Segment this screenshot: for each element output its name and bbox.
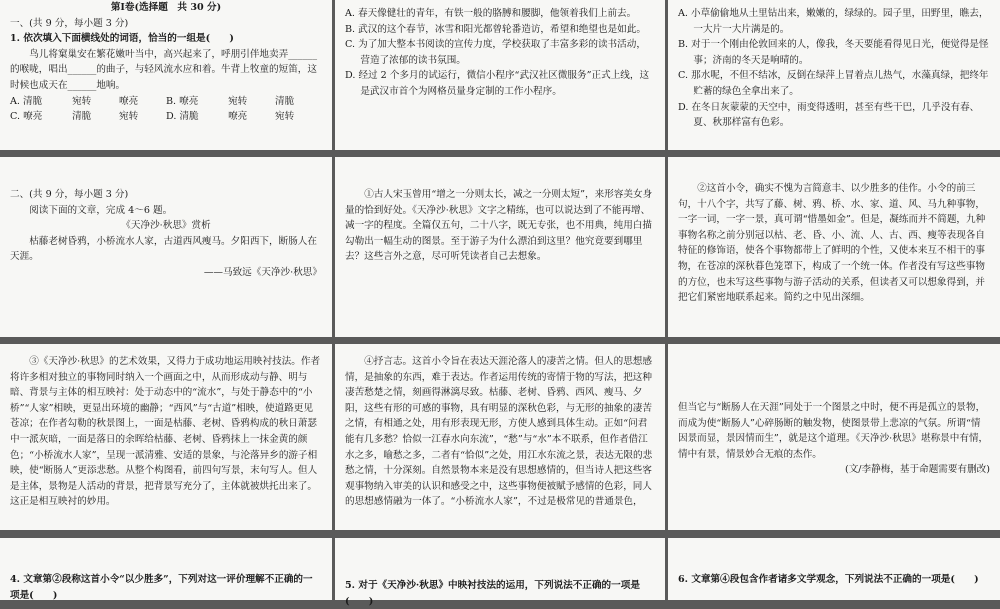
panel-question-2 [335,0,665,150]
panel-paragraph-1 [335,157,665,337]
option-word: 嘹亮 [119,95,139,107]
paragraph-4-continued: 但当它与“断肠人在天涯”同处于一个图景之中时，便不再是孤立的景物，而成为使“断肠人”心碎肠断的触发物，使图景带上悲凉的气氛。所谓“情因景而显，景因情而生”，就是这个道理。《天净沙·秋思》堪称景中有情，情中有景，情景妙合无痕的杰作。 [678,402,989,460]
panel-paragraph-4-cont [668,344,1000,530]
option-word: 宛转 [119,111,139,123]
section-heading: 一、(共 9 分，每小题 3 分) [10,17,129,29]
question-2-option-b: B. 武汉的这个春节，冰雪和阳光都曾轮番造访，希望和绝望也是如此。 [345,23,646,35]
reading-intro: 阅读下面的文章，完成 4～6 题。 [29,204,173,216]
poem-text: 枯藤老树昏鸦，小桥流水人家，古道西风瘦马。夕阳西下，断肠人在天涯。 [10,235,317,263]
paragraph-4: ④抒言志。这首小令旨在表达天涯沦落人的凄苦之情。但人的思想感情，是抽象的东西，难于表达。作者运用传统的寄情于物的写法，把这种凄苦愁楚之情，刻画得淋漓尽致。枯藤、老树、昏鸦、西风、瘦马、夕阳，这些有形的可感的事物，具有明显的深秋色彩，与无形的抽象的凄苦之情，有相通之处，用有形表现无形，方使人感到具体生动。正如“问君能有几多愁？恰似一江春水向东流”，“愁”与“水”本不联系，但作者借江水之多，喻愁之多，二者有“恰似”之处，用江水东流之景，表达无限的悲愁之情，十分深刻。自然景物本来是没有思想感情的，但当诗人把这些客观事物纳入审美的认识和感受之中，这些事物便被赋予感情的色彩，同人的思想感情融为一体了。“小桥流水人家”，不过是极常见的普通景色， [345,356,653,508]
option-word: 清脆 [72,111,92,123]
question-6-stem: 6. 文章第④段包含作者诸多文学观念，下列说法不正确的一项是( ) [678,574,979,585]
option-word: 清脆 [275,95,295,107]
option-word: 嘹亮 [228,111,248,123]
panel-paragraph-4 [335,344,665,530]
paragraph-2: ②这首小令，确实不愧为言简意丰、以少胜多的佳作。小令的前三句，十八个字，共写了藤、树、鸦、桥、水、家、道、风、马九种事物，一字一词，一字一景，真可谓“惜墨如金”。但是，凝练而并不简题，九种事物名称之前分别冠以枯、老、昏、小、流、人、古、西、瘦等表现各自特征的修饰语，使各个事物都带上了鲜明的个性，又使本来互不相干的事物，在苍凉的深秋暮色笼罩下，构成了一个统一体。作者没有写这些事物的方位，也未写这些事物与游子活动的关系，但读者又可以想象得到，并把它们紧密地联系起来。简约之中见出深细。 [678,183,986,304]
option-word: 宛转 [228,95,248,107]
question-2-option-a: A. 春天像健壮的青年，有铁一般的胳膊和腰脚，他领着我们上前去。 [345,8,637,19]
panel-question-6 [668,538,1000,600]
question-2-option-d: D. 经过 2 个多月的试运行，微信小程序“武汉社区微服务”正式上线，这是武汉市首个为网格员量身定制的工作小程序。 [345,70,650,97]
question-3-option-d: D. 在冬日灰蒙蒙的天空中，雨变得透明，甚至有些干巴，几乎没有春、夏、秋那样富有色彩。 [678,101,980,129]
question-1-stem: 1. 依次填入下面横线处的词语，恰当的一组是( ) [10,33,234,45]
part-header: 第Ⅰ卷(选择题 共 30 分) [110,2,222,13]
panel-question-5 [335,538,665,607]
option-d: D. 清脆 [166,111,199,123]
section-heading-2: 二、(共 9 分，每小题 3 分) [10,189,129,200]
option-a: A. 清脆 [10,95,43,107]
paragraph-3: ③《天净沙·秋思》的艺术效果，又得力于成功地运用映衬技法。作者将许多相对独立的事物同时纳入一个画面之中，从而形成动与静、明与暗、背景与主体的相互映衬：处于动态中的“流水”，与处于静态中的“小桥”“人家”相映，更显出环境的幽静；“西风”与“古道”相映，使道路更见苍凉；在作者勾勒的秋景图上，一面是枯藤、老树、昏鸦构成的秋日萧瑟中一派灰暗，一面是落日的余晖给枯藤、老树、昏鸦抹上一抹金黄的颜色；“小桥流水人家”，呈现一派清雅、安适的景象，与沦落异乡的游子相映，使“断肠人”更添悲愁。从整个构图看，前四句写景，末句写人。但人是主体，景物是人活动的背景，把背景写充分了，主体就被烘托出来了。这正是相互映衬的妙用。 [10,356,321,508]
question-4-stem: 4. 文章第②段称这首小令“以少胜多”，下列对这一评价理解不正确的一项是( ) [10,574,313,601]
panel-paragraph-2 [668,157,1000,337]
article-credit: (文/李静梅，基于命题需要有删改) [844,464,990,476]
panel-paragraph-3 [0,344,332,530]
question-1-options-row1 [10,94,322,110]
question-1-options-row2 [10,109,322,125]
article-title: 《天净沙·秋思》赏析 [121,220,211,232]
question-1-passage: 鸟儿将窠巢安在繁花嫩叶当中，高兴起来了，呼朋引伴地卖弄______的喉咙，唱出______的曲子，与轻风流水应和着。牛背上牧童的短笛，这时候也成天在______地响。 [10,48,317,91]
question-3-option-c: C. 那水呢，不但不结冰，反倒在绿萍上冒着点儿热气，水藻真绿，把终年贮蓄的绿色全拿出来了。 [678,70,989,97]
panel-question-3 [668,0,1000,150]
panel-question-4 [0,538,332,600]
question-2-option-c: C. 为了加大整本书阅读的宣传力度，学校获取了丰富多彩的读书活动，营造了浓郁的读书氛围。 [345,39,646,66]
option-c: C. 嘹亮 [10,111,43,123]
question-3-option-a: A. 小草偷偷地从土里钻出来，嫩嫩的，绿绿的。园子里，田野里，瞧去，一大片一大片满是的。 [678,8,989,35]
poem-source: ——马致远《天净沙·秋思》 [203,266,322,278]
option-word: 宛转 [275,111,295,123]
panel-part1 [0,0,332,150]
paragraph-1: ①古人宋玉曾用“增之一分则太长，减之一分则太短”，来形容美女身量的恰到好处。《天净沙·秋思》文字之精练，也可以说达到了不能再增、减一字的程度。全篇仅五句，二十八字，既无专张，也不用典，纯用白描勾勒出一幅生动的图景。至于游子为什么漂泊到这里？他究竟要到哪里去？这些言外之意，尽可听凭读者自己去想象。 [345,189,653,263]
question-3-option-b: B. 对于一个刚由伦敦回来的人，像我，冬天要能看得见日光，便觉得是怪事；济南的冬天是响晴的。 [678,39,989,66]
option-word: 宛转 [72,95,92,107]
panel-part2 [0,157,332,337]
option-b: B. 嘹亮 [166,95,199,107]
question-5-stem: 5. 对于《天净沙·秋思》中映衬技法的运用，下列说法不正确的一项是( ) [345,580,640,607]
